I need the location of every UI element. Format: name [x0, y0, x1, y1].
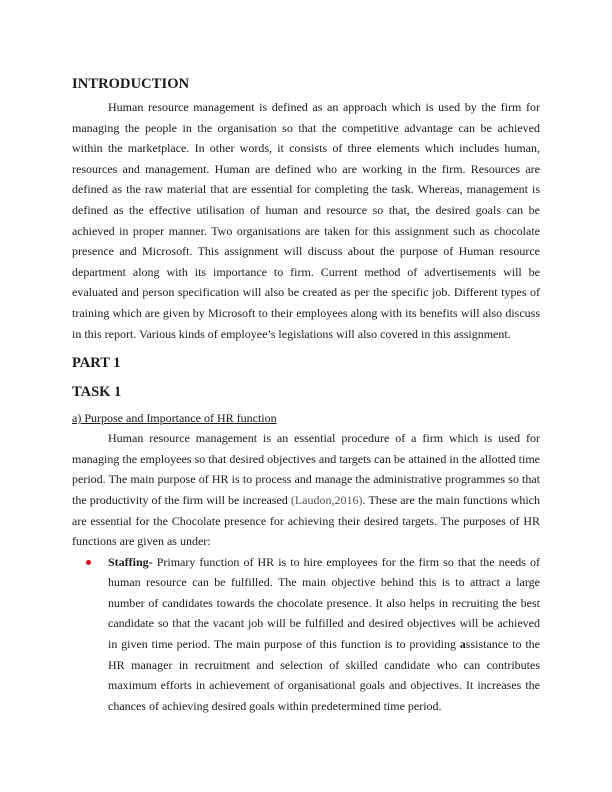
introduction-paragraph: Human resource management is defined as an approach which is used by the firm for managing the people in the organisation so that the competitive advantage can be achieved within the marketplace. In other words, it consists of three elements which includes human, resources and management. Human are defined who are working in the firm. Resources are defined as the raw material that are essential for completing the task. Whereas, management is defined as the effective utilisation of human and resource so that, the desired goals can be achieved in proper manner. Two organisations are taken for this assignment such as chocolate presence and Microsoft. This assignment will discuss about the purpose of Human resource department along with its importance to firm. Current method of advertisements will be evaluated and person specification will also be created as per the specific job. Different types of training which are given by Microsoft to their employees along with its benefits will also discuss in this report. Various kinds of employee’s legislations will also covered in this assignment. [72, 100, 540, 341]
task-heading: TASK 1 [72, 384, 122, 401]
bullet-text: ssistance to the HR manager in recruitment and selection of skilled candidate who can contributes maximum efforts in achievement of organisational goals and objectives. It increases the chances of achieving desired goals within predetermined time period. [108, 637, 540, 713]
section-subheading: a) Purpose and Importance of HR function [72, 411, 277, 426]
document-page [72, 74, 540, 716]
bullet-bold-letter: a [459, 637, 466, 652]
introduction-heading: INTRODUCTION [72, 76, 190, 92]
list-item [72, 552, 540, 717]
paragraph-text: . These are the main functions which are essential for the Chocolate presence for achieving their desired targets. The purposes of HR functions are given as under: [72, 492, 540, 549]
paragraph-text: Human resource management is an essential procedure of a firm which is used for managing the employees so that desired objectives and targets can be attained in the allotted time period. The main purpose of HR is to process and manage the administrative programmes so that the productivity of the firm will be increased [72, 431, 540, 507]
hr-functions-list [72, 552, 540, 717]
bullet-icon [86, 560, 91, 565]
citation: (Laudon,2016) [290, 492, 363, 507]
bullet-paragraph [108, 552, 540, 717]
bullet-text: Primary function of HR is to hire employees for the firm so that the needs of human resource can be fulfilled. The main objective behind this is to attract a large number of candidates towards the chocolate presence. It also helps in recruiting the best candidate so that the vacant job will be fulfilled and desired objectives will be achieved in given time period. The main purpose of this function is to providing [108, 554, 540, 652]
bullet-term: Staffing- [108, 554, 153, 569]
hr-purpose-paragraph [72, 428, 540, 552]
part-heading: PART 1 [72, 355, 121, 372]
